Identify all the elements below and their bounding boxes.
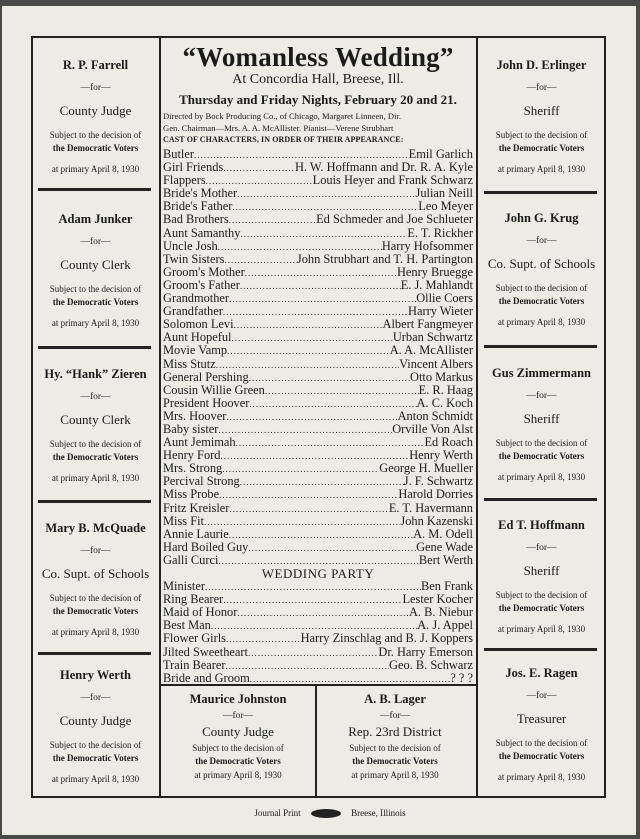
candidate-name: John G. Krug bbox=[504, 211, 579, 225]
for-label: —for— bbox=[526, 83, 557, 93]
right-ad bbox=[478, 518, 605, 634]
for-label: —for— bbox=[526, 391, 557, 401]
role-name: Miss Fit bbox=[163, 513, 204, 528]
party-row bbox=[163, 672, 473, 685]
leader-dots bbox=[237, 607, 409, 620]
actor-name: John Strubhart and T. H. Partington bbox=[296, 251, 473, 266]
primary-date: at primary April 8, 1930 bbox=[51, 164, 140, 174]
primary-date: at primary April 8, 1930 bbox=[497, 164, 586, 174]
leader-dots bbox=[250, 673, 451, 685]
actor-name: John Kazenski bbox=[400, 513, 473, 528]
for-label: —for— bbox=[222, 711, 254, 721]
office-label: Co. Supt. of Schools bbox=[487, 256, 596, 271]
role-name: Grandmother bbox=[163, 291, 230, 306]
office-label: County Clerk bbox=[60, 412, 131, 427]
role-name: Mrs. Hoover bbox=[163, 408, 227, 423]
actor-name: Harold Dorries bbox=[398, 487, 473, 502]
subject-text: Subject to the decision of bbox=[49, 284, 142, 294]
voters-text: the Democratic Voters bbox=[52, 753, 139, 763]
candidate-name: Ed T. Hoffmann bbox=[498, 518, 585, 532]
role-name: Bride's Mother bbox=[163, 186, 238, 201]
leader-dots bbox=[223, 162, 295, 175]
candidate-name: Henry Werth bbox=[60, 668, 131, 682]
role-name: Jilted Sweetheart bbox=[163, 644, 248, 659]
actor-name: Harry Hofsommer bbox=[381, 238, 473, 253]
candidate-name: Maurice Johnston bbox=[189, 692, 287, 706]
direction-line: Directed by Bock Producing Co., of Chicago, Margaret Linneen, Dir. bbox=[163, 111, 402, 121]
wedding-party-list bbox=[163, 580, 473, 685]
role-name: Groom's Mother bbox=[163, 264, 245, 279]
actor-name: Harry Wieter bbox=[408, 304, 473, 319]
voters-text: the Democratic Voters bbox=[498, 296, 585, 306]
subject-text: Subject to the decision of bbox=[495, 738, 588, 748]
leader-dots bbox=[229, 503, 388, 516]
voters-text: the Democratic Voters bbox=[52, 606, 139, 616]
cast-row bbox=[163, 397, 473, 410]
cast-row bbox=[163, 344, 473, 357]
role-name: Bride's Father bbox=[163, 199, 233, 214]
cast-row bbox=[163, 541, 473, 554]
leader-dots bbox=[234, 319, 383, 332]
cast-row bbox=[163, 253, 473, 266]
role-name: Twin Sisters bbox=[163, 251, 225, 266]
actor-name: A. J. Appel bbox=[417, 618, 473, 633]
left-ad bbox=[32, 521, 159, 637]
actor-name: Ben Frank bbox=[421, 579, 473, 594]
bottom-center-divider bbox=[315, 684, 317, 798]
office-label: County Judge bbox=[202, 724, 274, 739]
primary-date: at primary April 8, 1930 bbox=[51, 473, 140, 483]
for-label: —for— bbox=[526, 236, 557, 246]
right-ad bbox=[478, 366, 605, 482]
role-name: Minister bbox=[163, 579, 205, 594]
actor-name: Geo. B. Schwarz bbox=[389, 657, 473, 672]
bottom-ad bbox=[320, 692, 470, 780]
actor-name: Anton Schmidt bbox=[397, 408, 473, 423]
primary-date: at primary April 8, 1930 bbox=[51, 774, 140, 784]
cast-row bbox=[163, 410, 473, 423]
leader-dots bbox=[237, 188, 415, 201]
cast-row bbox=[163, 213, 473, 226]
event-venue: At Concordia Hall, Breese, Ill. bbox=[232, 72, 404, 87]
right-ad bbox=[478, 211, 605, 327]
leader-dots bbox=[248, 542, 416, 555]
actor-name: Otto Markus bbox=[410, 369, 473, 384]
actor-name: J. F. Schwartz bbox=[403, 474, 473, 489]
candidate-name: Hy. “Hank” Zieren bbox=[44, 367, 147, 381]
role-name: Uncle Josh bbox=[163, 238, 218, 253]
candidate-name: Adam Junker bbox=[58, 212, 133, 226]
actor-name: Julian Neill bbox=[415, 186, 473, 201]
actor-name: A. B. Niebur bbox=[408, 605, 473, 620]
leader-dots bbox=[249, 372, 410, 385]
role-name: Annie Laurie bbox=[163, 526, 229, 541]
role-name: Train Bearer bbox=[163, 657, 226, 672]
role-name: Henry Ford bbox=[163, 448, 221, 463]
for-label: —for— bbox=[80, 237, 111, 247]
subject-text: Subject to the decision of bbox=[49, 130, 142, 140]
primary-date: at primary April 8, 1930 bbox=[51, 627, 140, 637]
role-name: Hard Boiled Guy bbox=[163, 539, 249, 554]
right-ad-divider bbox=[484, 345, 597, 348]
role-name: Flower Girls bbox=[163, 631, 226, 646]
leader-dots bbox=[248, 647, 378, 660]
program-column bbox=[163, 38, 473, 685]
actor-name: Albert Fangmeyer bbox=[382, 317, 473, 332]
role-name: Aunt Jemimah bbox=[163, 435, 236, 450]
cast-row bbox=[163, 240, 473, 253]
office-label: Co. Supt. of Schools bbox=[41, 566, 150, 581]
cast-row bbox=[163, 266, 473, 279]
role-name: President Hoover bbox=[163, 395, 250, 410]
actor-name: ? ? ? bbox=[450, 670, 473, 685]
actor-name: Henry Werth bbox=[409, 448, 473, 463]
role-name: Aunt Hopeful bbox=[163, 330, 232, 345]
voters-text: the Democratic Voters bbox=[195, 756, 281, 766]
voters-text: the Democratic Voters bbox=[498, 603, 585, 613]
left-ad bbox=[32, 212, 159, 328]
leader-dots bbox=[204, 516, 400, 529]
voters-text: the Democratic Voters bbox=[52, 297, 139, 307]
left-ad-divider bbox=[38, 500, 151, 503]
role-name: Maid of Honor bbox=[163, 605, 238, 620]
for-label: —for— bbox=[80, 83, 111, 93]
cast-row bbox=[163, 358, 473, 371]
leader-dots bbox=[231, 332, 392, 345]
role-name: Ring Bearer bbox=[163, 592, 224, 607]
primary-date: at primary April 8, 1930 bbox=[351, 770, 439, 780]
actor-name: Dr. Harry Emerson bbox=[378, 644, 473, 659]
primary-date: at primary April 8, 1930 bbox=[51, 318, 140, 328]
voters-text: the Democratic Voters bbox=[498, 751, 585, 761]
leader-dots bbox=[227, 345, 390, 358]
right-ad-divider bbox=[484, 191, 597, 194]
role-name: Flappers bbox=[163, 173, 206, 188]
leader-dots bbox=[245, 267, 397, 280]
actor-name: Ed Roach bbox=[424, 435, 473, 450]
right-ad bbox=[478, 666, 605, 782]
actor-name: Bert Werth bbox=[418, 552, 473, 567]
left-ad-divider bbox=[38, 346, 151, 349]
role-name: Girl Friends bbox=[163, 160, 224, 175]
actor-name: E. T. Havermann bbox=[388, 500, 473, 515]
office-label: Sheriff bbox=[523, 103, 560, 118]
cast-row bbox=[163, 515, 473, 528]
cast-row bbox=[163, 227, 473, 240]
actor-name: A. A. McAllister bbox=[389, 343, 473, 358]
leader-dots bbox=[229, 529, 413, 542]
right-ad bbox=[478, 58, 605, 174]
role-name: Miss Stutz bbox=[163, 356, 216, 371]
role-name: Movie Vamp bbox=[163, 343, 228, 358]
role-name: Best Man bbox=[163, 618, 211, 633]
role-name: Mrs. Strong bbox=[163, 461, 223, 476]
actor-name: Urban Schwartz bbox=[392, 330, 473, 345]
actor-name: A. C. Koch bbox=[416, 395, 473, 410]
left-ad bbox=[32, 367, 159, 483]
candidate-name: John D. Erlinger bbox=[496, 58, 587, 72]
role-name: Cousin Willie Green bbox=[163, 382, 265, 397]
for-label: —for— bbox=[526, 543, 557, 553]
candidate-name: A. B. Lager bbox=[364, 692, 426, 706]
role-name: Galli Curci bbox=[163, 552, 219, 567]
cast-list bbox=[163, 148, 473, 567]
union-label-icon bbox=[311, 809, 341, 818]
for-label: —for— bbox=[80, 546, 111, 556]
voters-text: the Democratic Voters bbox=[498, 451, 585, 461]
role-name: Aunt Samanthy bbox=[163, 225, 241, 240]
actor-name: Vincent Albers bbox=[399, 356, 473, 371]
primary-date: at primary April 8, 1930 bbox=[497, 317, 586, 327]
role-name: Baby sister bbox=[163, 421, 219, 436]
actor-name: H. W. Hoffmann and Dr. R. A. Kyle bbox=[294, 160, 473, 175]
bottom-ad bbox=[163, 692, 313, 780]
actor-name: Leo Meyer bbox=[418, 199, 473, 214]
candidate-name: Gus Zimmermann bbox=[492, 366, 591, 380]
candidate-name: R. P. Farrell bbox=[62, 58, 129, 72]
actor-name: Ed Schmeder and Joe Schlueter bbox=[316, 212, 473, 227]
subject-text: Subject to the decision of bbox=[495, 130, 588, 140]
candidate-name: Mary B. McQuade bbox=[45, 521, 146, 535]
actor-name: Orville Von Alst bbox=[392, 421, 473, 436]
left-ad-divider bbox=[38, 652, 151, 655]
office-label: County Judge bbox=[59, 103, 132, 118]
actor-name: Emil Garlich bbox=[408, 147, 473, 161]
voters-text: the Democratic Voters bbox=[498, 143, 585, 153]
subject-text: Subject to the decision of bbox=[495, 590, 588, 600]
subject-text: Subject to the decision of bbox=[495, 438, 588, 448]
leader-dots bbox=[223, 594, 402, 607]
primary-date: at primary April 8, 1930 bbox=[194, 770, 282, 780]
subject-text: Subject to the decision of bbox=[192, 743, 284, 753]
role-name: Percival Strong bbox=[163, 474, 240, 489]
leader-dots bbox=[236, 437, 425, 450]
office-label: Rep. 23rd District bbox=[348, 724, 442, 739]
subject-text: Subject to the decision of bbox=[49, 439, 142, 449]
role-name: Butler bbox=[163, 147, 194, 161]
printer-place: Breese, Illinois bbox=[351, 808, 406, 818]
leader-dots bbox=[226, 660, 390, 673]
chairman-line: Gen. Chairman—Mrs. A. A. McAllister. Pianist—Verene Strubhart bbox=[163, 123, 394, 133]
office-label: Treasurer bbox=[516, 711, 567, 726]
cast-row bbox=[163, 502, 473, 515]
role-name: Bride and Groom bbox=[163, 670, 250, 685]
wedding-party-header: WEDDING PARTY bbox=[261, 566, 375, 581]
party-row bbox=[163, 646, 473, 659]
actor-name: Louis Heyer and Frank Schwarz bbox=[312, 173, 473, 188]
office-label: Sheriff bbox=[523, 411, 560, 426]
actor-name: E. T. Rickher bbox=[407, 225, 473, 240]
voters-text: the Democratic Voters bbox=[52, 143, 139, 153]
leader-dots bbox=[249, 398, 416, 411]
cast-header: CAST OF CHARACTERS, IN ORDER OF THEIR APPEARANCE: bbox=[163, 135, 404, 144]
primary-date: at primary April 8, 1930 bbox=[497, 772, 586, 782]
role-name: Miss Probe bbox=[163, 487, 220, 502]
left-ad-divider bbox=[38, 188, 151, 191]
actor-name: Gene Wade bbox=[416, 539, 473, 554]
voters-text: the Democratic Voters bbox=[52, 452, 139, 462]
party-row bbox=[163, 659, 473, 672]
actor-name: Ollie Coers bbox=[416, 291, 473, 306]
role-name: Grandfather bbox=[163, 304, 223, 319]
actor-name: A. M. Odell bbox=[413, 526, 473, 541]
leader-dots bbox=[226, 411, 397, 424]
printer-footer bbox=[230, 808, 430, 818]
for-label: —for— bbox=[80, 392, 111, 402]
for-label: —for— bbox=[526, 691, 557, 701]
leader-dots bbox=[222, 463, 379, 476]
right-ad-divider bbox=[484, 648, 597, 651]
for-label: —for— bbox=[80, 693, 111, 703]
cast-row bbox=[163, 488, 473, 501]
subject-text: Subject to the decision of bbox=[349, 743, 441, 753]
leader-dots bbox=[229, 293, 416, 306]
cast-row bbox=[163, 528, 473, 541]
left-ad bbox=[32, 58, 159, 174]
role-name: General Pershing bbox=[163, 369, 249, 384]
candidate-name: Jos. E. Ragen bbox=[505, 666, 578, 680]
primary-date: at primary April 8, 1930 bbox=[497, 472, 586, 482]
cast-row bbox=[163, 371, 473, 384]
role-name: Groom's Father bbox=[163, 277, 240, 292]
left-ad bbox=[32, 668, 159, 784]
subject-text: Subject to the decision of bbox=[49, 593, 142, 603]
office-label: County Judge bbox=[59, 713, 132, 728]
leader-dots bbox=[240, 476, 404, 489]
role-name: Bad Brothers bbox=[163, 212, 229, 227]
leader-dots bbox=[205, 581, 421, 594]
leader-dots bbox=[218, 424, 392, 437]
role-name: Solomon Levi bbox=[163, 317, 234, 332]
voters-text: the Democratic Voters bbox=[352, 756, 438, 766]
leader-dots bbox=[229, 214, 316, 227]
actor-name: Harry Zinschlag and B. J. Koppers bbox=[300, 631, 473, 646]
party-row bbox=[163, 632, 473, 645]
subject-text: Subject to the decision of bbox=[495, 283, 588, 293]
leader-dots bbox=[223, 306, 408, 319]
right-ad-divider bbox=[484, 498, 597, 501]
leader-dots bbox=[219, 489, 398, 502]
cast-row bbox=[163, 384, 473, 397]
actor-name: E. R. Haag bbox=[418, 382, 473, 397]
leader-dots bbox=[265, 385, 419, 398]
role-name: Fritz Kreisler bbox=[163, 500, 230, 515]
event-dates: Thursday and Friday Nights, February 20 and 21. bbox=[179, 92, 457, 107]
office-label: County Clerk bbox=[60, 257, 131, 272]
for-label: —for— bbox=[379, 711, 411, 721]
office-label: Sheriff bbox=[523, 563, 560, 578]
event-title: “Womanless Wedding” bbox=[182, 42, 454, 72]
leader-dots bbox=[240, 280, 401, 293]
primary-date: at primary April 8, 1930 bbox=[497, 624, 586, 634]
actor-name: Henry Bruegge bbox=[396, 264, 473, 279]
subject-text: Subject to the decision of bbox=[49, 740, 142, 750]
actor-name: George H. Mueller bbox=[379, 461, 473, 476]
printer-name: Journal Print bbox=[254, 808, 301, 818]
actor-name: Lester Kocher bbox=[402, 592, 473, 607]
actor-name: E. J. Mahlandt bbox=[400, 277, 473, 292]
